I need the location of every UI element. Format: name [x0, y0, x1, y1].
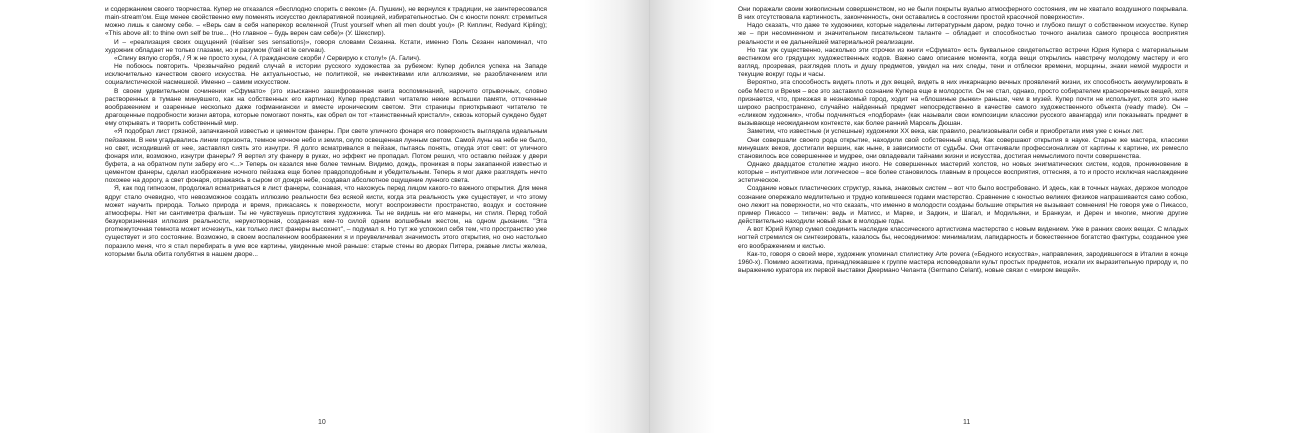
right-page-text	[738, 6, 1188, 275]
paragraph: Как-то, говоря о своей мере, художник упоминал стилистику Arte povera («Бедного искусства», направления, зародившегося в Италии в конце 1960-х). Помимо аскетизма, принадлежавшее к группе мастера исповедовали культ простых предметов, искали их выразительную природу и, по выражению куратора их первой выставки Джермано Челанта (Germano Celant), новые связи с «миром вещей».	[738, 250, 1188, 274]
paragraph: Они совершали своего рода открытие, находили свой собственный клад. Как совершают открытия в науке. Старые же мастера, классики минувших веков, достигали вершин, как ныне, в зависимости от судьбы. Они оттачивали профессионализм от картины к картине, их ремесло становилось все совершеннее и мудрее, они овладевали тайнами жизни и искусства, достигая немыслимого почти совершенства.	[738, 136, 1188, 160]
left-page	[0, 0, 649, 433]
paragraph: В своем удивительном сочинении «Сфумато» (это изысканно зашифрованная книга воспоминаний, нарочито отрывочных, словно растворенных в туманe минувшего, как на собственных его картинах) Купер представил читателю некие вспышки памяти, отточенные воображением и озаренные несколько даже гофманиански и вместе ироническим светом. Эти страницы приоткрывают читателю те драгоценные подробности жизни автора, которые помогают понять, как обрел он тот «таинственный кристалл», сквозь который суждено будет ему открывать и творить собственный мир.	[105, 87, 547, 128]
paragraph: и содержанием своего творчества. Купер не отказался «бесплодно спорить с веком» (А. Пушкин), не вернулся к традиции, не заинтересовался main-stream'ом. Еще менее свойственно ему поменять искусство декларативной позицией, избирательностью. Он с юности понял: стремиться можно лишь к самому себе. – «Верь сам в себя наперекор вселенной (Trust yourself when all men doubt you)» (Р. Киплинг, Redyard Kipling); «This above all: to thine own self be true... (Но главное – будь верен сам себе)» (У. Шекспир).	[105, 6, 547, 38]
paragraph: Однако двадцатое столетие жадно иного. Не совершенных мастерий холстов, но новых энигматических систем, кодов, проникновение в которые – интуитивное или логическое – все более становилось главным в процессе восприятия, оттесняя, а то и просто исключая наслаждение эстетическое.	[738, 160, 1188, 185]
paragraph: «Я подобрал лист грязной, запачканной известью и цементом фанеры. При свете уличного фонаря его поверхность выглядела идеальным пейзажем. В нем угадывались линии горизонта, темное ночное небо и земля, скупо освещенная лунным светом. Самой луны на небе не было, но свет, исходивший от нее, заставлял сиять это изнутри. Я долго всматривался в пейзаж, пытаясь понять, откуда этот свет: от уличного фонаря или, возможно, изнутри фанеры? Я вертел эту фанеру в руках, но эффект не пропадал. Потом решил, что оставлю пейзаж у двери буфета, а на обратном пути заберу его <...> Теперь он казался мне более темным. Видимо, дождь, проникая в поры закапанной известью и цементом фанеры, сделал изображение ночного пейзажа еще более правдоподобным и убедительным. Теперь я мог даже разглядеть нечто похожее на дорогу, а свет фонаря, отражаясь в сыром от дождя небе, создавал абсолютное ощущение лунного света.	[105, 128, 547, 185]
paragraph: Они поражали своим живописным совершенством, но не были покрыты вуалью атмосферного состояния, им не хватало воздушного покрывала. В них отсутствовала картинность, законченность, они оставались в состоянии простой красочной поверхности».	[738, 6, 1188, 22]
paragraph: Надо сказать, что даже те художники, которые наделены литературным даром, редко точно и глубоко пишут о собственном искусстве. Купер же – при несомненном и значительном писательском таланте – обладает и способностью точного анализа самого процесса восприятия реальности и ее дальнейшей материальной реализации.	[738, 22, 1188, 46]
page-number: 11	[963, 419, 971, 426]
paragraph: Заметим, что известные (и успешные) художники XX века, как правило, реализовывали себя и приобретали имя уже с юных лет.	[747, 128, 1144, 136]
page-number: 10	[318, 419, 326, 426]
left-page-text	[105, 6, 547, 259]
paragraph: Я, как под гипнозом, продолжал всматриваться в лист фанеры, сознавая, что нахожусь перед лицом какого-то важного открытия. Для меня вдруг стало очевидно, что невозможное создать иллюзию реальности без всякой кисти, когда эта реальность уже существует, и что этому может научить природа. Только природа и время, прикасаясь к поверхности, могут воспроизвести пространство, воздух и состояние атмосферы. Нет ни сантиметра фальши. Ты не чувствуешь присутствия художника. Ты не видишь ни его манеры, ни стиля. Перед тобой безукоризненная иллюзия реальности, нерукотворная, созданная кем-то силой одним волшебным жестом, на одном дыхании. "Эта promeжуточная темнота может исчезнуть, как только лист фанеры высохнет", – подумал я. Но тут же успокоил себя тем, что пространство уже существует и это состояние. Возможно, в своем воспаленном воображении я и преувеличивал значимость этого открытия, но оно настолько поразило меня, что я стал перебирать в уме все картины, увиденные мной раньше: старые стены во дворах Питера, ржавые листы железа, которыми была обита голубятня в нашем дворе...	[105, 185, 547, 258]
paragraph: И – «реализация своих ощущений (réaliser ses sensations)», говоря словами Сезанна. Кстати, именно Поль Сезанн напоминал, что художник обладает не только глазами, но и разумом (l'œil et le cerveau).	[105, 38, 547, 54]
paragraph: А вот Юрий Купер сумел соединить наследие классического артистизма мастерство с новым видением. Уже в ранних своих вещах. С младых ногтей стремился он синтезировать, казалось бы, несоединимое: минимализм, лапидарность и божественное богатство фактуры, созданное уже его воображением и кистью.	[738, 226, 1188, 250]
right-page	[650, 0, 1299, 433]
paragraph: Вероятно, эта способность видеть плоть и дух вещей, видеть в них инкарнацию вечных проявлений жизни, их способность аккумулировать в себе Место и Время – все это заставило сознание Купера еще в молодости. Он не стал, однако, просто собирателем красноречивых вещей, хотя признается, что, приезжая в незнакомый город, ходит на «блошиные рынки» раньше, чем в музей. Купер почти не использует, хотя это ныне широко распространено, случайно найденный предмет непосредственно в качестве самого художественного объекта (ready made). Он – «сликком художник», чтобы подчиняться «подборам» (как называли свои композиции классики русского авангарда) или показывать предмет в вызывающе неожиданном контексте, как более ранний Марсель Дюшан.	[738, 79, 1188, 128]
paragraph: Но так уж существенно, насколько эти строчки из книги «Сфумато» есть буквальное свидетельство встречи Юрия Купера с материальным вестником его грядущих художественных кодов. Важно само описание момента, когда вещи открылись навстречу молодому мастеру и его взгляд, прозревая, разглядев плоть и душу предметов, увидел на них следы, тени и отблески времени, морщины, знаки немой мудрости и текущие вокруг годы и часы.	[738, 46, 1188, 79]
paragraph: Создание новых пластических структур, языка, знаковых систем – вот что было востребовано. И здесь, как в точных науках, дерзкое молодое сознание опережало медлительно и трудно копившееся годами мастерство. Сравнение с юностью великих физиков напрашивается само собою, оно лежит на поверхности, но что сказать, что именно в молодости созданы большие открытия не вызывает сомнения! Не говоря уже о Пикассо, пример Пикассо – типичен: ведь и Матисс, и Марке, и Задкин, и Шагал, и Модильяни, и Бранкузи, и Дерен и многие, многие другие действительно находили новый язык в молодые годы.	[738, 185, 1188, 226]
paragraph: Не побоюсь повторить. Чрезвычайно редкий случай в истории русского художества за рубежом: Купер добился успеха на Западе исключительно качеством своего искусства. Не актуальностью, не политикой, не инвективами или аллюзиями, не разоблачением или социалистической насмешкой. Именно – самим искусством.	[105, 63, 547, 87]
paragraph: «Спину вялую сгорбя, / Я ж не просто хухы, / А гражданские скорби / Сервирую к столу!» (А. Галич).	[114, 54, 421, 62]
